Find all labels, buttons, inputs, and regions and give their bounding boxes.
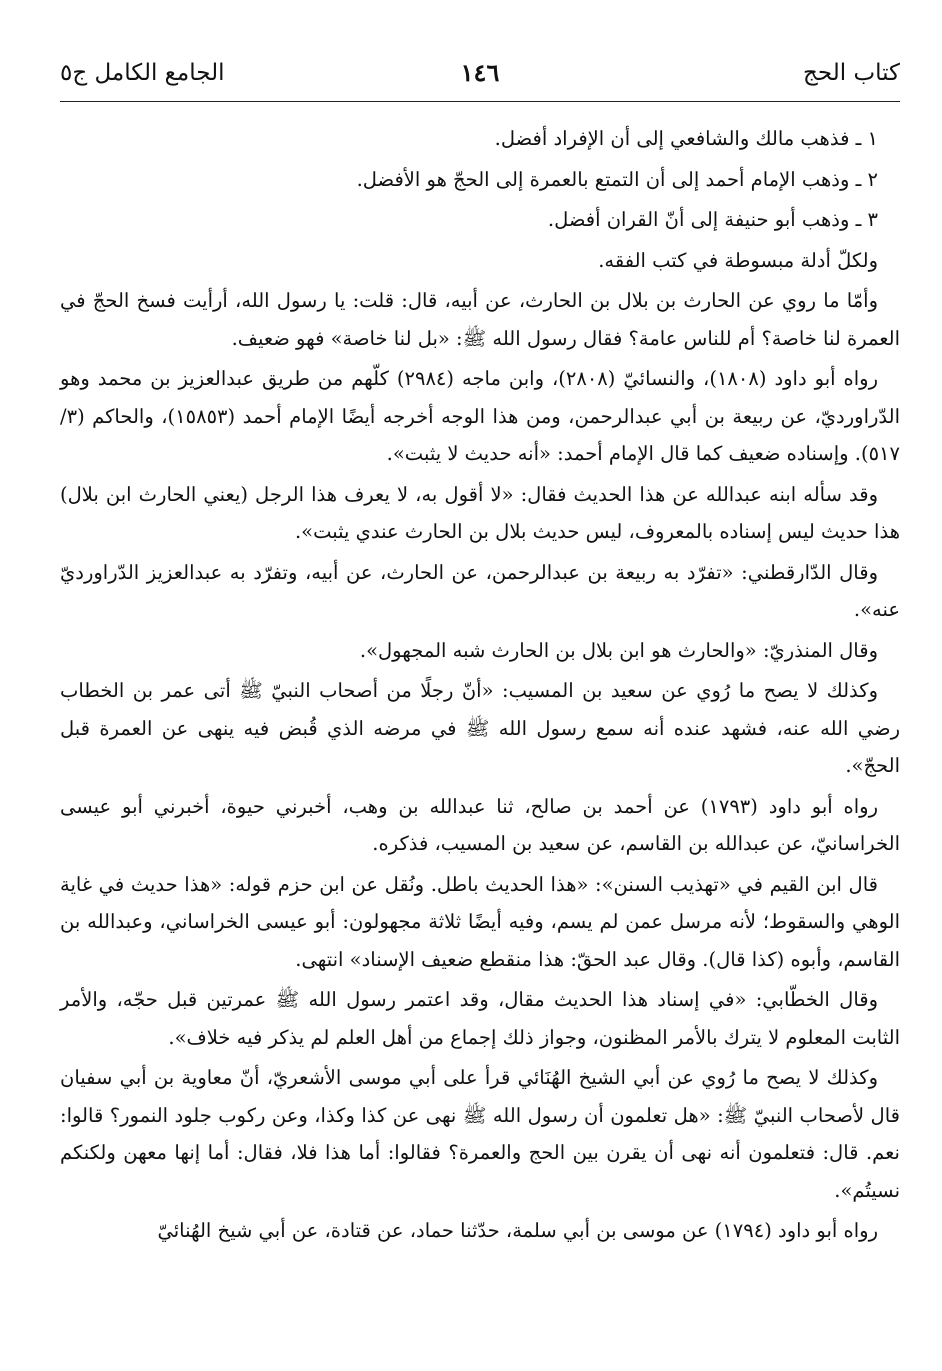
paragraph: رواه أبو داود (١٧٩٤) عن موسى بن أبي سلمة، حدّثنا حماد، عن قتادة، عن أبي شيخ الهُنائيّ <box>157 1219 878 1242</box>
page-number: ١٤٦ <box>460 58 500 87</box>
paragraph: رواه أبو داود (١٧٩٣) عن أحمد بن صالح، ثنا عبدالله بن وهب، أخبرني حيوة، أخبرني أبو عيسى الخراسانيّ، عن عبدالله بن القاسم، عن سعيد بن المسيب، فذكره. <box>60 794 900 855</box>
paragraph: وكذلك لا يصح ما رُوي عن سعيد بن المسيب: «أنّ رجلًا من أصحاب النبيّ ﷺ أتى عمر بن الخطاب رضي الله عنه، فشهد عنده أنه سمع رسول الله ﷺ في مرضه الذي قُبض فيه ينهى عن العمرة قبل الحجّ». <box>60 679 900 777</box>
paragraph: وقال المنذريّ: «والحارث هو ابن بلال بن الحارث شبه المجهول». <box>359 638 878 662</box>
paragraph: ٢ ـ وذهب الإمام أحمد إلى أن التمتع بالعمرة إلى الحجّ هو الأفضل. <box>356 167 878 191</box>
book-title: الجامع الكامل ج٥ <box>60 60 225 86</box>
paragraph: وقد سأله ابنه عبدالله عن هذا الحديث فقال: «لا أقول به، لا يعرف هذا الرجل (يعني الحارث ابن بلال) هذا حديث ليس إسناده بالمعروف، ليس حديث بلال بن الحارث عندي يثبت». <box>60 482 900 543</box>
book-section-title: كتاب الحج <box>803 60 900 86</box>
paragraph: ولكلّ أدلة مبسوطة في كتب الفقه. <box>598 248 878 272</box>
page-body <box>60 120 900 1253</box>
paragraph: رواه أبو داود (١٨٠٨)، والنسائيّ (٢٨٠٨)، وابن ماجه (٢٩٨٤) كلّهم من طريق عبدالعزيز بن محمد وهو الدّراورديّ، عن ربيعة بن أبي عبدالرحمن، ومن هذا الوجه أخرجه أيضًا الإمام أحمد (١٥٨٥٣)، والحاكم (٣/ ٥١٧). وإسناده ضعيف كما قال الإمام أحمد: «أنه حديث لا يثبت». <box>60 367 900 465</box>
paragraph: وكذلك لا يصح ما رُوي عن أبي الشيخ الهُنَائي قرأ على أبي موسى الأشعريّ، أنّ معاوية بن أبي سفيان قال لأصحاب النبيّ ﷺ: «هل تعلمون أن رسول الله ﷺ نهى عن كذا وكذا، وعن ركوب جلود النمور؟ قالوا: نعم. قال: فتعلمون أنه نهى أن يقرن بين الحج والعمرة؟ فقالوا: أما هذا فلا، فقال: أما إنها معهن ولكنكم نسيتُم». <box>60 1066 900 1202</box>
running-header <box>60 52 900 102</box>
paragraph: وأمّا ما روي عن الحارث بن بلال بن الحارث، عن أبيه، قال: قلت: يا رسول الله، أرأيت فسخ الحجّ في العمرة لنا خاصة؟ أم للناس عامة؟ فقال رسول الله ﷺ: «بل لنا خاصة» فهو ضعيف. <box>60 289 900 350</box>
paragraph: وقال الخطّابي: «في إسناد هذا الحديث مقال، وقد اعتمر رسول الله ﷺ عمرتين قبل حجّه، والأمر الثابت المعلوم لا يترك بالأمر المظنون، وجواز ذلك إجماع من أهل العلم لم يذكر فيه خلاف». <box>60 988 900 1049</box>
header-divider <box>60 101 900 102</box>
paragraph: ١ ـ فذهب مالك والشافعي إلى أن الإفراد أفضل. <box>494 127 878 150</box>
paragraph: ٣ ـ وذهب أبو حنيفة إلى أنّ القران أفضل. <box>547 208 878 231</box>
paragraph: قال ابن القيم في «تهذيب السنن»: «هذا الحديث باطل. ونُقل عن ابن حزم قوله: «هذا حديث في غاية الوهي والسقوط؛ لأنه مرسل عمن لم يسم، وفيه أيضًا ثلاثة مجهولون: أبو عيسى الخراساني، وعبدالله بن القاسم، وأبوه (كذا قال). وقال عبد الحقّ: هذا منقطع ضعيف الإسناد» انتهى. <box>60 872 900 971</box>
paragraph: وقال الدّارقطني: «تفرّد به ربيعة بن عبدالرحمن، عن الحارث، عن أبيه، وتفرّد به عبدالعزيز الدّراورديّ عنه». <box>60 560 900 621</box>
